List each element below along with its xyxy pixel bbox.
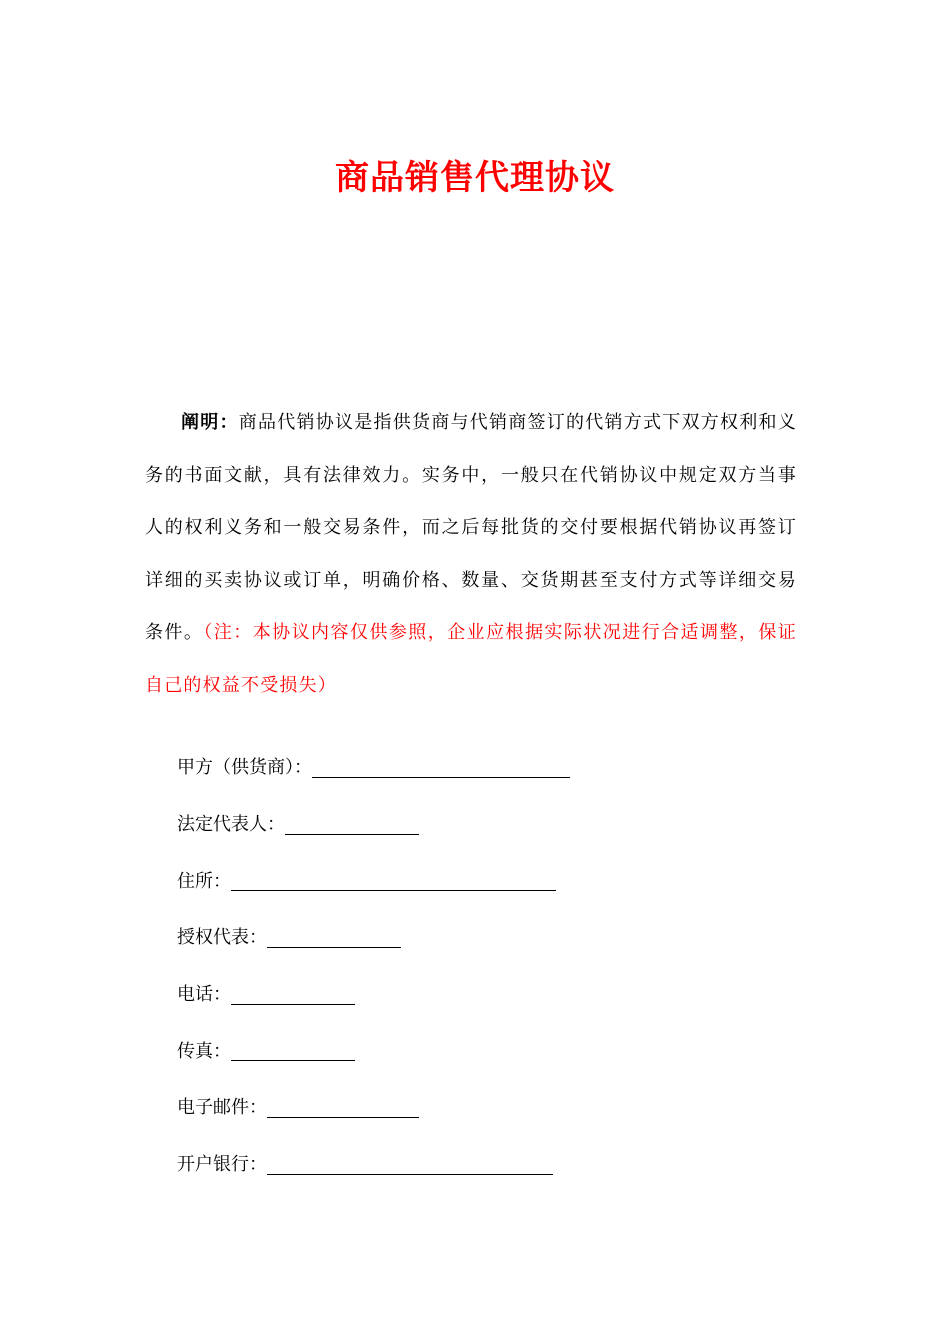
field-label: 开户银行： (177, 1154, 267, 1176)
fill-in-blank[interactable] (231, 982, 355, 1005)
fill-in-blank[interactable] (231, 1038, 355, 1061)
field-label: 住所： (177, 870, 231, 892)
field-label: 甲方（供货商）： (177, 757, 312, 779)
field-label: 法定代表人： (177, 814, 285, 836)
fill-in-blank[interactable] (267, 925, 401, 948)
document-title: 商品销售代理协议 (335, 158, 615, 198)
field-fax (177, 1021, 797, 1078)
intro-paragraph (145, 397, 797, 712)
fill-in-blank[interactable] (267, 1152, 553, 1175)
intro-text: 商品代销协议是指供货商与代销商签订的代销方式下双方权利和义务的书面文献，具有法律效力。实务中，一般只在代销协议中规定双方当事人的权利义务和一般交易条件，而之后每批货的交付要根据代销协议再签订详细的买卖协议或订单，明确价格、数量、交货期甚至支付方式等详细交易条件。 (145, 412, 798, 643)
field-party-a (177, 738, 797, 795)
field-legal-representative (177, 795, 797, 852)
fill-in-blank[interactable] (267, 1095, 419, 1118)
fill-in-blank[interactable] (285, 812, 419, 835)
party-a-fields (177, 738, 797, 1192)
field-bank (177, 1135, 797, 1192)
intro-label: 阐明： (181, 412, 239, 433)
field-authorized-representative (177, 908, 797, 965)
field-label: 电话： (177, 984, 231, 1006)
field-label: 电子邮件： (177, 1097, 267, 1119)
field-phone (177, 965, 797, 1022)
field-email (177, 1078, 797, 1135)
intro-note: （注：本协议内容仅供参照，企业应根据实际状况进行合适调整，保证自己的权益不受损失） (145, 622, 797, 696)
field-label: 授权代表： (177, 927, 267, 949)
fill-in-blank[interactable] (231, 868, 556, 891)
field-address (177, 851, 797, 908)
field-label: 传真： (177, 1040, 231, 1062)
fill-in-blank[interactable] (312, 755, 570, 778)
